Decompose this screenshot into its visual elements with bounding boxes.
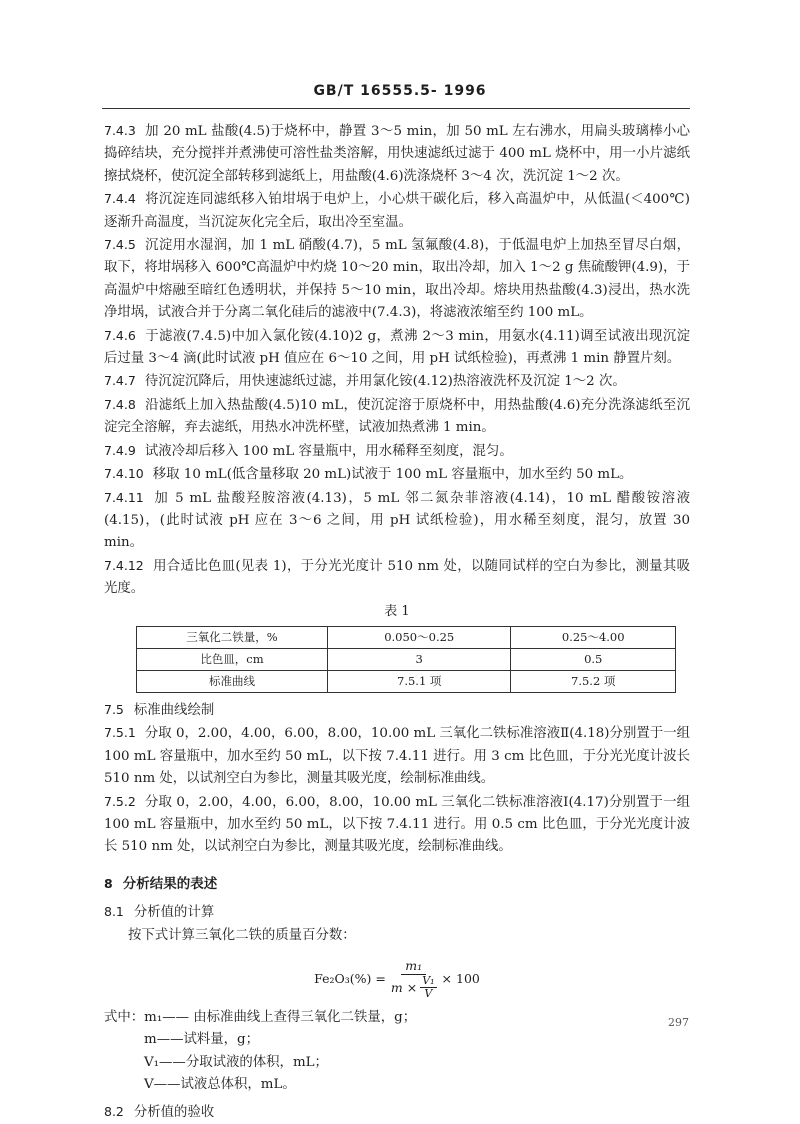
step-text: 沿滤纸上加入热盐酸(4.5)10 mL，使沉淀溶于原烧杯中，用热盐酸(4.6)充分洗涤滤纸至沉淀完全溶解，弃去滤纸，用热水冲洗杯壁，试液加热煮沸 1 min。: [104, 397, 690, 436]
table-cell: 标准曲线: [137, 670, 328, 692]
step-paragraph: [104, 188, 690, 234]
step-text: 加 5 mL 盐酸羟胺溶液(4.13)，5 mL 邻二氮杂菲溶液(4.14)，10 mL 醋酸铵溶液(4.15)，(此时试液 pH 应在 3～6 之间，用 pH 试纸检验)，用水稀至刻度，混匀，放置 30 min。: [104, 490, 690, 551]
step-number: 7.4.8: [104, 396, 136, 412]
section-8-1-number: 8.1: [104, 904, 124, 920]
formula-denominator: [391, 975, 437, 1000]
page-number: 297: [668, 1016, 689, 1029]
curve-step-number: 7.5.1: [104, 725, 136, 741]
where-item: m——试料量，g；: [144, 1032, 260, 1048]
formula-denominator-mass: m ×: [390, 979, 418, 995]
curve-step-paragraph: [104, 722, 690, 790]
step-paragraph: [104, 463, 690, 486]
table-cell: 三氧化二铁量，%: [137, 626, 328, 648]
section-title: 标准曲线绘制: [133, 702, 215, 718]
formula-numerator: m₁: [401, 958, 426, 975]
formula-intro: 按下式计算三氧化二铁的质量百分数：: [128, 927, 356, 943]
step-number: 7.4.10: [104, 466, 144, 482]
where-item: V——试液总体积，mL。: [144, 1077, 296, 1093]
section-7-5-title: [104, 699, 690, 722]
table-row: [137, 670, 676, 692]
step-text: 于滤液(7.4.5)中加入氯化铵(4.10)2 g，煮沸 2～3 min，用氨水(4.11)调至试液出现沉淀后过量 3～4 滴(此时试液 pH 值应在 6～10 之间，用 pH 试纸检验)，再煮沸 1 min 静置片刻。: [104, 328, 690, 367]
step-number: 7.4.6: [104, 327, 136, 343]
table-1: [136, 626, 676, 693]
step-text: 移取 10 mL(低含量移取 20 mL)试液于 100 mL 容量瓶中，加水至约 50 mL。: [152, 467, 633, 483]
step-text: 加 20 mL 盐酸(4.5)于烧杯中，静置 3～5 min，加 50 mL 左右沸水，用扁头玻璃棒小心捣碎结块，充分搅拌并煮沸使可溶性盐类溶解，用快速滤纸过滤于 400 mL 烧杯中，用一小片滤纸擦拭烧杯，使沉淀全部转移到滤纸上，用盐酸(4.6)洗涤烧杯 3～4 次，洗沉淀 1～2 次。: [104, 124, 690, 184]
where-label: 式中：: [104, 1010, 145, 1025]
variable-definitions: [104, 1007, 690, 1097]
step-paragraph: [104, 370, 690, 393]
table-cell: 0.5: [511, 648, 676, 670]
step-number: 7.4.5: [104, 237, 136, 253]
step-number: 7.4.9: [104, 442, 136, 458]
table-caption: 表 1: [384, 603, 410, 619]
section-7-5-items: [104, 722, 690, 858]
where-item: m₁—— 由标准曲线上查得三氧化二铁量，g；: [144, 1010, 417, 1025]
table-cell: 0.25～4.00: [511, 626, 676, 648]
formula-rhs: × 100: [441, 970, 480, 986]
step-text: 沉淀用水湿润，加 1 mL 硝酸(4.7)，5 mL 氢氟酸(4.8)，于低温电炉上加热至冒尽白烟，取下，将坩埚移入 600℃高温炉中灼烧 10～20 min，取出冷却，加入 1～2 g 焦硫酸钾(4.9)，于高温炉中熔融至暗红色透明状，并保持 5～10 min，取出冷却。熔块用热盐酸(4.3)浸出，热水洗净坩埚，试液合并于分离二氧化硅后的滤液中(7.4.3)，将滤液浓缩至约 100 mL。: [104, 238, 690, 321]
table-row: [137, 648, 676, 670]
step-number: 7.4.11: [104, 489, 144, 505]
step-paragraph: [104, 440, 690, 463]
table-cell: 0.050～0.25: [328, 626, 511, 648]
table-row: [137, 626, 676, 648]
standard-header: GB/T 16555.5- 1996: [313, 83, 487, 99]
step-paragraph: [104, 487, 690, 555]
step-paragraph: [104, 555, 690, 601]
section-8-1-title: 分析值的计算: [133, 905, 215, 921]
section-8-2-title: 分析值的验收: [133, 1104, 215, 1120]
step-paragraph: [104, 120, 690, 188]
step-number: 7.4.7: [104, 373, 136, 389]
section-8-number: 8: [104, 875, 113, 891]
formula-fraction: [391, 958, 437, 1000]
formula-inner-denominator: V: [424, 987, 433, 1000]
fe2o3-formula: [104, 951, 690, 1007]
table-cell: 7.5.1 项: [328, 670, 511, 692]
section-8-2-heading: [104, 1101, 690, 1124]
step-text: 待沉淀沉降后，用快速滤纸过滤，并用氯化铵(4.12)热溶液洗杯及沉淀 1～2 次。: [144, 374, 626, 390]
table-cell: 3: [328, 648, 511, 670]
content-body: [104, 120, 690, 1124]
section-8-2-number: 8.2: [104, 1103, 124, 1119]
step-text: 用合适比色皿(见表 1)，于分光光度计 510 nm 处，以随同试样的空白为参比，测量其吸光度。: [104, 558, 690, 597]
formula-lhs: Fe₂O₃(%) =: [314, 970, 386, 986]
where-first-row: [104, 1007, 690, 1029]
section-number: 7.5: [104, 701, 124, 717]
curve-step-text: 分取 0，2.00，4.00，6.00，8.00，10.00 mL 三氧化二铁标准溶液Ⅱ(4.18)分别置于一组 100 mL 容量瓶中，加水至约 50 mL，以下按 7.4.11 进行。用 3 cm 比色皿，于分光光度计波长 510 nm 处，以试剂空白为参比，测量其吸光度，绘制标准曲线。: [104, 726, 690, 787]
step-number: 7.4.12: [104, 557, 144, 573]
formula-inner-numerator: V₁: [422, 974, 435, 987]
step-text: 试液冷却后移入 100 mL 容量瓶中，用水稀释至刻度，混匀。: [144, 443, 513, 459]
formula-volume-fraction: [420, 975, 436, 1000]
curve-step-number: 7.5.2: [104, 793, 136, 809]
step-text: 将沉淀连同滤纸移入铂坩埚于电炉上，小心烘干碳化后，移入高温炉中，从低温(＜400℃)逐渐升高温度，当沉淀灰化完全后，取出冷至室温。: [104, 192, 690, 230]
section-8-1-heading: [104, 901, 690, 924]
step-paragraph: [104, 325, 690, 371]
step-paragraphs: [104, 120, 690, 601]
curve-step-paragraph: [104, 791, 690, 859]
curve-step-text: 分取 0，2.00，4.00，6.00，8.00，10.00 mL 三氧化二铁标准溶液Ⅰ(4.17)分别置于一组 100 mL 容量瓶中，加水至约 50 mL，以下按 7.4.11 进行。用 0.5 cm 比色皿，于分光光度计波长 510 nm 处，以试剂空白为参比，测量其吸光度，绘制标准曲线。: [104, 794, 690, 855]
step-paragraph: [104, 234, 690, 325]
where-item: V₁——分取试液的体积，mL；: [144, 1054, 328, 1070]
table-cell: 7.5.2 项: [511, 670, 676, 692]
step-number: 7.4.4: [104, 191, 136, 207]
section-8-title: 分析结果的表述: [122, 875, 218, 892]
section-8-heading: [104, 873, 690, 895]
step-paragraph: [104, 394, 690, 440]
table-cell: 比色皿，cm: [137, 648, 328, 670]
step-number: 7.4.3: [104, 123, 136, 138]
header-rule: [102, 108, 690, 109]
